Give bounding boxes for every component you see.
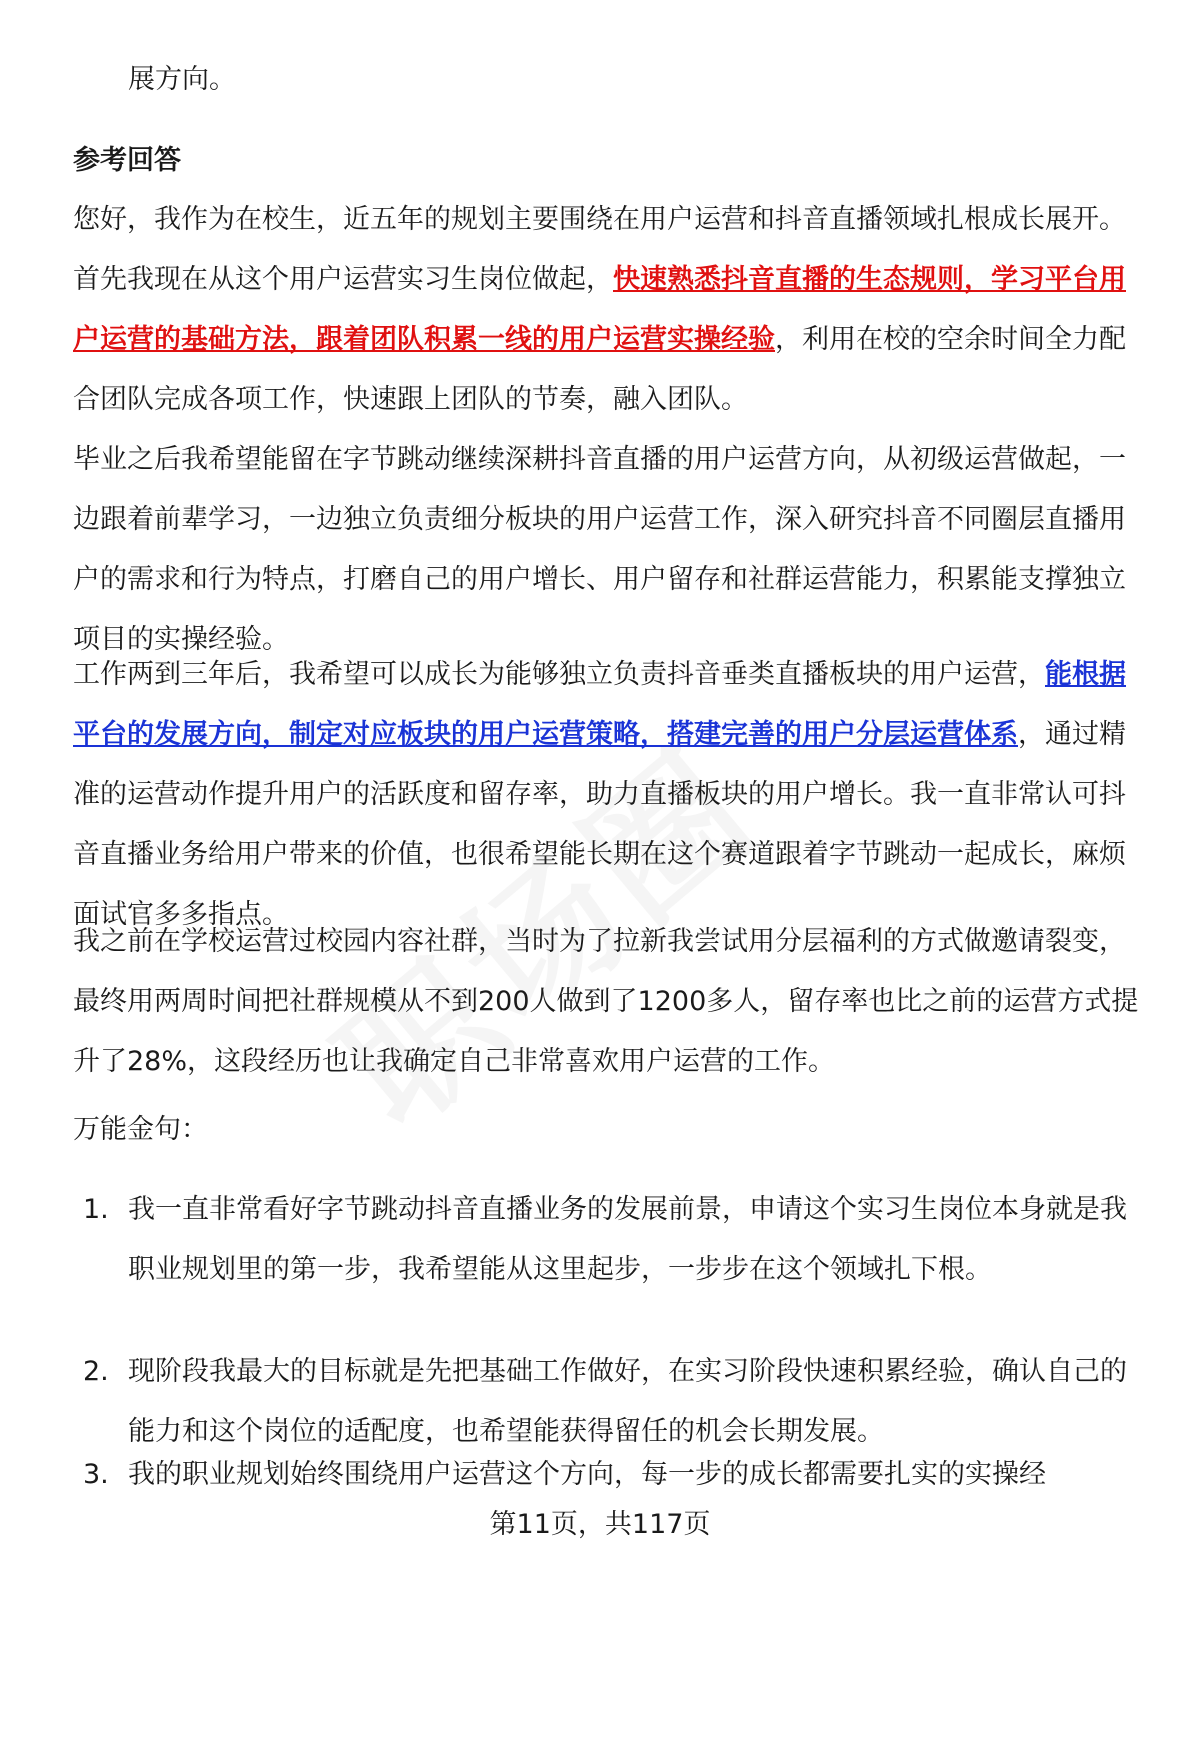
golden-sentences-title: 万能金句： <box>73 1114 208 1145</box>
paragraph-text: ，通过精准的运营动作提升用户的活跃度和留存率，助力直播板块的用户增长。我一直非常认可抖音直播业务给用户带来的价值，也很希望能长期在这个赛道跟着字节跳动一起成长，麻烦面试官多多指点。 <box>73 719 1126 930</box>
answer-paragraph-4: 我之前在学校运营过校园内容社群，当时为了拉新我尝试用分层福利的方式做邀请裂变，最终用两周时间把社群规模从不到200人做到了1200多人，留存率也比之前的运营方式提升了28%，这段经历也让我确定自己非常喜欢用户运营的工作。 <box>73 926 1139 1077</box>
list-item-text: 我的职业规划始终围绕用户运营这个方向，每一步的成长都需要扎实的实操经 <box>128 1459 1046 1490</box>
previous-text-continuation: 展方向。 <box>128 64 236 95</box>
list-number: 2. <box>83 1356 109 1387</box>
list-number: 3. <box>83 1459 109 1490</box>
paragraph-text: 工作两到三年后，我希望可以成长为能够独立负责抖音垂类直播板块的用户运营， <box>73 659 1045 690</box>
highlight-blue: 能根据平台的发展方向，制定对应板块的用户运营策略，搭建完善的用户分层运营体系 <box>73 659 1126 750</box>
list-number: 1. <box>83 1194 109 1225</box>
answer-paragraph-2: 毕业之后我希望能留在字节跳动继续深耕抖音直播的用户运营方向，从初级运营做起，一边跟着前辈学习，一边独立负责细分板块的用户运营工作，深入研究抖音不同圈层直播用户的需求和行为特点，打磨自己的用户增长、用户留存和社群运营能力，积累能支撑独立项目的实操经验。 <box>73 444 1126 655</box>
page-footer: 第11页，共117页 <box>489 1509 711 1540</box>
answer-paragraph-1 <box>73 190 1148 430</box>
paragraph-text: ，利用在校的空余时间全力配合团队完成各项工作，快速跟上团队的节奏，融入团队。 <box>73 324 1126 415</box>
list-item <box>73 1450 1148 1500</box>
paragraph-text: 您好，我作为在校生，近五年的规划主要围绕在用户运营和抖音直播领域扎根成长展开。首先我现在从这个用户运营实习生岗位做起， <box>73 204 1126 295</box>
list-item-text: 我一直非常看好字节跳动抖音直播业务的发展前景，申请这个实习生岗位本身就是我职业规划里的第一步，我希望能从这里起步，一步步在这个领域扎下根。 <box>128 1194 1127 1285</box>
section-heading: 参考回答 <box>73 145 181 176</box>
list-item <box>73 1342 1148 1462</box>
list-item-text: 现阶段我最大的目标就是先把基础工作做好，在实习阶段快速积累经验，确认自己的能力和这个岗位的适配度，也希望能获得留任的机会长期发展。 <box>128 1356 1127 1447</box>
highlight-red: 快速熟悉抖音直播的生态规则，学习平台用户运营的基础方法，跟着团队积累一线的用户运营实操经验 <box>73 264 1126 355</box>
answer-paragraph-3 <box>73 645 1148 945</box>
list-item <box>73 1180 1148 1300</box>
